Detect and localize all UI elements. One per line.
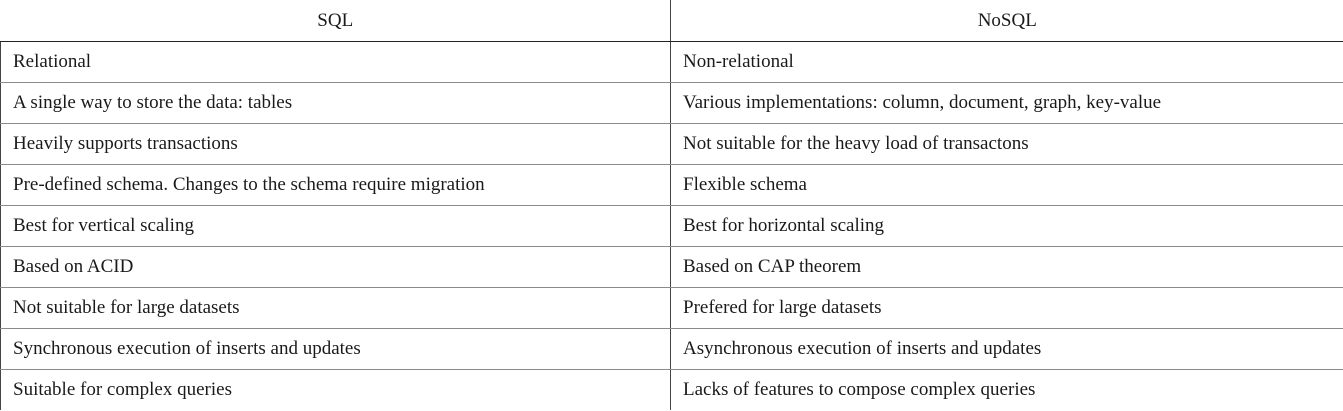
column-header-nosql: NoSQL: [671, 0, 1343, 42]
table-row: [1, 370, 1343, 411]
table-body: [1, 42, 1343, 411]
cell-nosql: Flexible schema: [671, 165, 1343, 206]
cell-sql: A single way to store the data: tables: [1, 83, 671, 124]
cell-nosql: Prefered for large datasets: [671, 288, 1343, 329]
table-row: [1, 42, 1343, 83]
table-row: [1, 83, 1343, 124]
cell-sql: Heavily supports transactions: [1, 124, 671, 165]
table-header: [1, 0, 1343, 42]
table-row: [1, 165, 1343, 206]
cell-nosql: Various implementations: column, document, graph, key-value: [671, 83, 1343, 124]
table-row: [1, 288, 1343, 329]
header-row: [1, 0, 1343, 42]
cell-sql: Synchronous execution of inserts and updates: [1, 329, 671, 370]
cell-nosql: Best for horizontal scaling: [671, 206, 1343, 247]
cell-sql: Relational: [1, 42, 671, 83]
column-header-sql: SQL: [1, 0, 671, 42]
table-row: [1, 247, 1343, 288]
cell-sql: Pre-defined schema. Changes to the schema require migration: [1, 165, 671, 206]
cell-nosql: Asynchronous execution of inserts and updates: [671, 329, 1343, 370]
cell-sql: Not suitable for large datasets: [1, 288, 671, 329]
table-row: [1, 124, 1343, 165]
cell-nosql: Based on CAP theorem: [671, 247, 1343, 288]
cell-sql: Based on ACID: [1, 247, 671, 288]
table-row: [1, 206, 1343, 247]
cell-nosql: Non-relational: [671, 42, 1343, 83]
cell-nosql: Not suitable for the heavy load of transactons: [671, 124, 1343, 165]
cell-nosql: Lacks of features to compose complex queries: [683, 379, 1036, 400]
cell-sql: Suitable for complex queries: [1, 370, 671, 411]
table-row: [1, 329, 1343, 370]
cell-sql: Best for vertical scaling: [1, 206, 671, 247]
